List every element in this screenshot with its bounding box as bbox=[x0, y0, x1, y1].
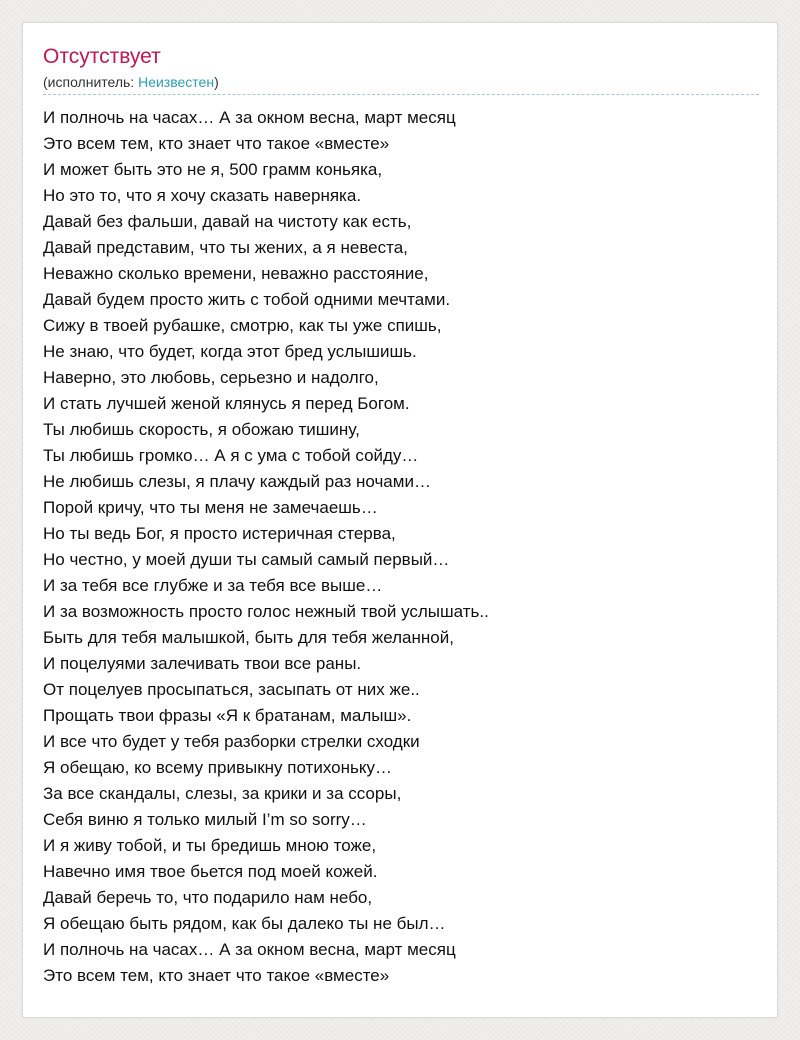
lyric-line: Ты любишь громко… А я с ума с тобой сойду… bbox=[43, 446, 419, 465]
lyrics-text bbox=[43, 105, 759, 989]
lyric-line: Давай без фальши, давай на чистоту как есть, bbox=[43, 212, 412, 231]
lyric-line: Навечно имя твое бьется под моей кожей. bbox=[43, 862, 378, 881]
lyric-line: Ты любишь скорость, я обожаю тишину, bbox=[43, 420, 360, 439]
lyric-line: Я обещаю быть рядом, как бы далеко ты не был… bbox=[43, 914, 446, 933]
lyric-line: Давай беречь то, что подарило нам небо, bbox=[43, 888, 373, 907]
artist-suffix: ) bbox=[214, 74, 219, 90]
lyric-line: И я живу тобой, и ты бредишь мною тоже, bbox=[43, 836, 377, 855]
lyric-line: И поцелуями залечивать твои все раны. bbox=[43, 654, 362, 673]
lyric-line: Быть для тебя малышкой, быть для тебя желанной, bbox=[43, 628, 454, 647]
lyric-line: Сижу в твоей рубашке, смотрю, как ты уже спишь, bbox=[43, 316, 442, 335]
lyric-line: От поцелуев просыпаться, засыпать от них же.. bbox=[43, 680, 420, 699]
lyric-line: И за тебя все глубже и за тебя все выше… bbox=[43, 576, 383, 595]
lyric-line: Наверно, это любовь, серьезно и надолго, bbox=[43, 368, 379, 387]
lyrics-card bbox=[22, 22, 778, 1018]
lyric-line: За все скандалы, слезы, за крики и за ссоры, bbox=[43, 784, 402, 803]
lyric-line: Неважно сколько времени, неважно расстояние, bbox=[43, 264, 429, 283]
lyric-line: Но ты ведь Бог, я просто истеричная стерва, bbox=[43, 524, 396, 543]
lyric-line: И полночь на часах… А за окном весна, март месяц bbox=[43, 940, 456, 959]
lyric-line: Я обещаю, ко всему привыкну потихоньку… bbox=[43, 758, 392, 777]
title-divider bbox=[43, 94, 759, 95]
lyric-line: Но это то, что я хочу сказать наверняка. bbox=[43, 186, 362, 205]
song-title: Отсутствует bbox=[43, 45, 161, 68]
lyric-line: И может быть это не я, 500 грамм коньяка, bbox=[43, 160, 383, 179]
lyric-line: И все что будет у тебя разборки стрелки сходки bbox=[43, 732, 420, 751]
lyric-line: И стать лучшей женой клянусь я перед Богом. bbox=[43, 394, 410, 413]
artist-prefix: (исполнитель: bbox=[43, 74, 139, 90]
lyric-line: Это всем тем, кто знает что такое «вместе» bbox=[43, 134, 390, 153]
artist-line bbox=[43, 73, 219, 91]
lyric-line: Не знаю, что будет, когда этот бред услышишь. bbox=[43, 342, 417, 361]
lyric-line: Давай представим, что ты жених, а я невеста, bbox=[43, 238, 408, 257]
lyric-line: И за возможность просто голос нежный твой услышать.. bbox=[43, 602, 489, 621]
lyric-line: Давай будем просто жить с тобой одними мечтами. bbox=[43, 290, 451, 309]
lyric-line: Но честно, у моей души ты самый самый первый… bbox=[43, 550, 450, 569]
lyric-line: И полночь на часах… А за окном весна, март месяц bbox=[43, 108, 456, 127]
artist-link[interactable]: Неизвестен bbox=[138, 74, 215, 90]
lyric-line: Себя виню я только милый I’m so sorry… bbox=[43, 810, 367, 829]
lyric-line: Это всем тем, кто знает что такое «вместе» bbox=[43, 966, 390, 985]
lyric-line: Не любишь слезы, я плачу каждый раз ночами… bbox=[43, 472, 431, 491]
lyric-line: Прощать твои фразы «Я к братанам, малыш». bbox=[43, 706, 412, 725]
lyric-line: Порой кричу, что ты меня не замечаешь… bbox=[43, 498, 378, 517]
